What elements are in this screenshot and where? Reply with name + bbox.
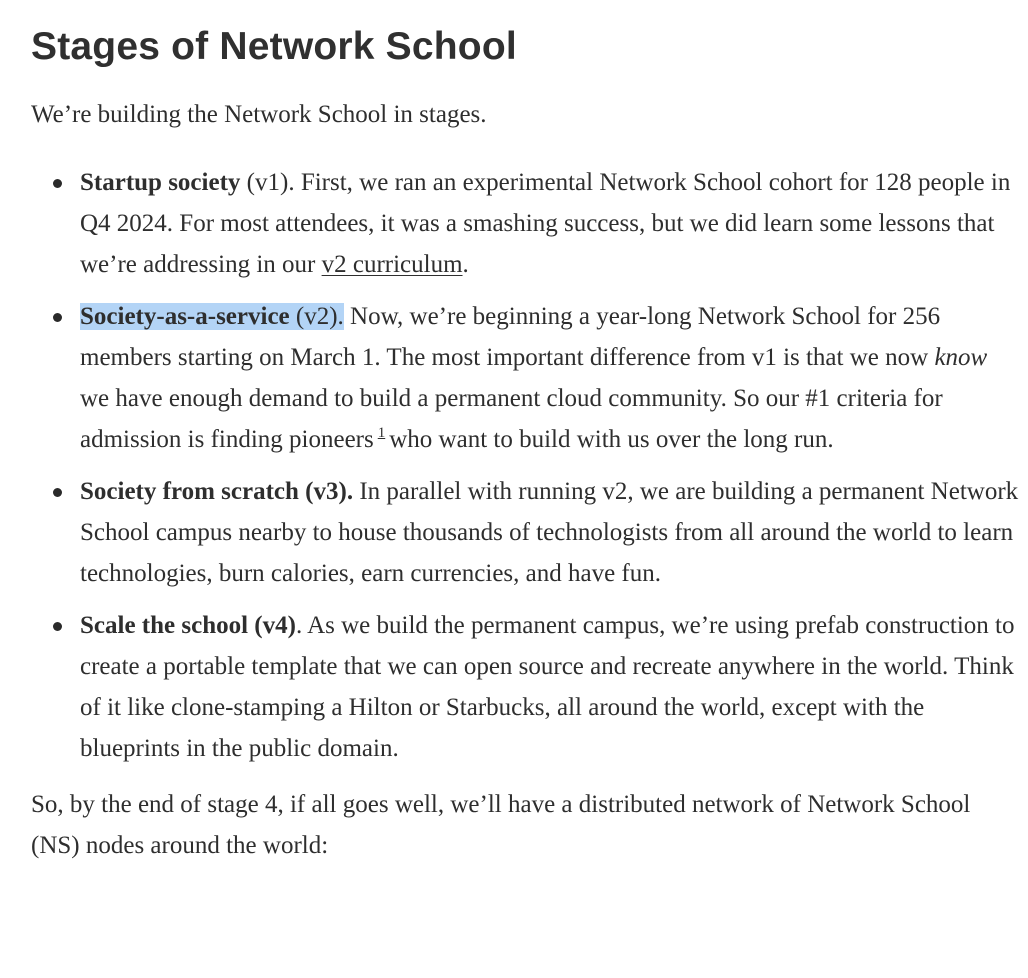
footnote-marker[interactable] bbox=[378, 425, 386, 441]
stage-period: . bbox=[346, 478, 354, 505]
stage-version: (v3) bbox=[305, 478, 347, 505]
footnote-link[interactable]: 1 bbox=[377, 425, 386, 441]
v2-curriculum-link[interactable]: v2 curriculum bbox=[321, 251, 463, 278]
page-title: Stages of Network School bbox=[31, 25, 517, 68]
stage-version-text: (v4) bbox=[254, 612, 296, 639]
bullet-icon bbox=[53, 179, 62, 188]
stage-name: Society-as-a-service bbox=[80, 303, 290, 330]
stage-name: Startup society bbox=[80, 169, 241, 196]
list-item-stage-v3 bbox=[31, 471, 1021, 594]
stage-text: Now, we’re beginning a year-long Network School for 256 members starting on March 1. The most important difference from v1 is that we now bbox=[80, 303, 941, 371]
selected-text-highlight[interactable] bbox=[80, 303, 344, 330]
stage-text-end: who want to build with us over the long run. bbox=[389, 426, 834, 453]
stage-text: . As we build the permanent campus, we’re using prefab construction to create a portable template that we can open source and recreate anywhere in the world. Think of it like clone-stamping a Hilton or Starbucks, all around the world, except with the blueprints in the public domain. bbox=[80, 612, 1015, 762]
bullet-icon bbox=[53, 488, 62, 497]
bullet-icon bbox=[53, 313, 62, 322]
stage-name: Society from scratch bbox=[80, 478, 299, 505]
stage-version: (v1) bbox=[246, 169, 289, 196]
stage-version bbox=[254, 612, 296, 639]
intro-paragraph: We’re building the Network School in stages. bbox=[31, 101, 487, 128]
list-item-stage-v4 bbox=[31, 605, 1021, 769]
list-item-stage-v1 bbox=[31, 162, 1021, 285]
stage-text-continued: we have enough demand to build a permanent cloud community. So our #1 criteria for admission is finding pioneers bbox=[80, 385, 943, 453]
stage-text: . First, we ran an experimental Network School cohort for 128 people in Q4 2024. For most attendees, it was a smashing success, but we did learn some lessons that we’re addressing in our bbox=[80, 169, 1011, 278]
emphasis-know: know bbox=[934, 344, 988, 371]
article bbox=[31, 22, 1021, 866]
stage-text: In parallel with running v2, we are building a permanent Network School campus nearby to house thousands of technologists from all around the world to learn technologies, burn calories, earn currencies, and have fun. bbox=[80, 478, 1019, 587]
outro-paragraph: So, by the end of stage 4, if all goes well, we’ll have a distributed network of Network School (NS) nodes around the world: bbox=[31, 791, 971, 859]
list-item-stage-v2 bbox=[31, 296, 1021, 460]
stage-text-end: . bbox=[462, 251, 469, 278]
stage-period: . bbox=[337, 303, 344, 330]
stage-name: Scale the school bbox=[80, 612, 249, 639]
stages-list bbox=[31, 162, 1021, 769]
stage-version: (v2) bbox=[295, 303, 338, 330]
bullet-icon bbox=[53, 622, 62, 631]
